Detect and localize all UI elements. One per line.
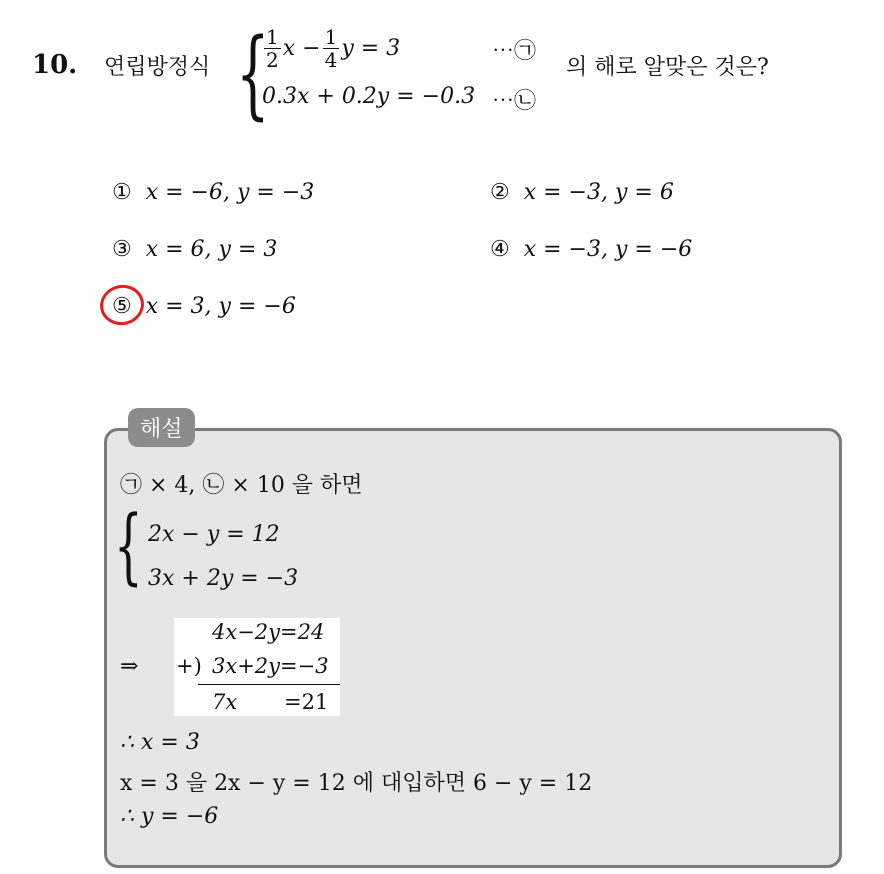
calc-plus: +) — [176, 654, 202, 678]
option-4-marker: ④ — [490, 237, 510, 262]
fraction-half: $\frac{1}{2}$ — [266, 24, 279, 72]
equation-1 — [262, 18, 400, 78]
solution-badge: 해설 — [128, 408, 195, 447]
system-brace: { — [236, 18, 270, 130]
option-5-text: x = 3, y = −6 — [145, 294, 296, 319]
question-stem-after: 의 해로 알맞은 것은? — [566, 55, 769, 80]
option-1[interactable] — [112, 180, 314, 205]
solution-line-1: ㉠ × 4, ㉡ × 10 을 하면 — [120, 473, 363, 498]
calc-row-3-right: =21 — [284, 690, 329, 714]
option-5-marker: ⑤ — [112, 294, 132, 319]
question-number: 10. — [32, 50, 78, 80]
eq1-part1: x − — [282, 35, 321, 61]
solution-system-2: 3x + 2y = −3 — [148, 566, 299, 591]
option-2[interactable] — [490, 180, 674, 205]
equation-2: 0.3x + 0.2y = −0.3 — [262, 84, 476, 109]
calc-underline — [198, 684, 340, 685]
option-1-marker: ① — [112, 180, 132, 205]
option-4[interactable] — [490, 237, 692, 262]
therefore-y: ∴ y = −6 — [120, 804, 219, 829]
eq2-tag: ⋯㉡ — [492, 89, 537, 114]
option-1-text: x = −6, y = −3 — [145, 180, 315, 205]
substitution-line: x = 3 을 2x − y = 12 에 대입하면 6 − y = 12 — [120, 771, 593, 796]
therefore-x: ∴ x = 3 — [120, 730, 200, 755]
fraction-quarter: $\frac{1}{4}$ — [324, 24, 338, 72]
solution-system-brace: { — [114, 499, 143, 594]
option-3-text: x = 6, y = 3 — [145, 237, 278, 262]
option-3[interactable] — [112, 237, 277, 262]
eq1-part2: y = 3 — [341, 35, 401, 61]
solution-system-1: 2x − y = 12 — [148, 522, 280, 547]
option-4-text: x = −3, y = −6 — [523, 237, 693, 262]
option-2-marker: ② — [490, 180, 510, 205]
calc-row-3-left: 7x — [212, 690, 238, 714]
calc-row-2: 3x+2y=−3 — [212, 654, 329, 678]
eq1-tag: ⋯㉠ — [492, 39, 537, 64]
option-3-marker: ③ — [112, 237, 132, 262]
option-2-text: x = −3, y = 6 — [523, 180, 674, 205]
implies-arrow: ⇒ — [120, 654, 139, 679]
question-stem-before: 연립방정식 — [104, 55, 211, 80]
answer-circle-mark — [96, 281, 147, 329]
calc-row-1: 4x−2y=24 — [212, 620, 325, 644]
